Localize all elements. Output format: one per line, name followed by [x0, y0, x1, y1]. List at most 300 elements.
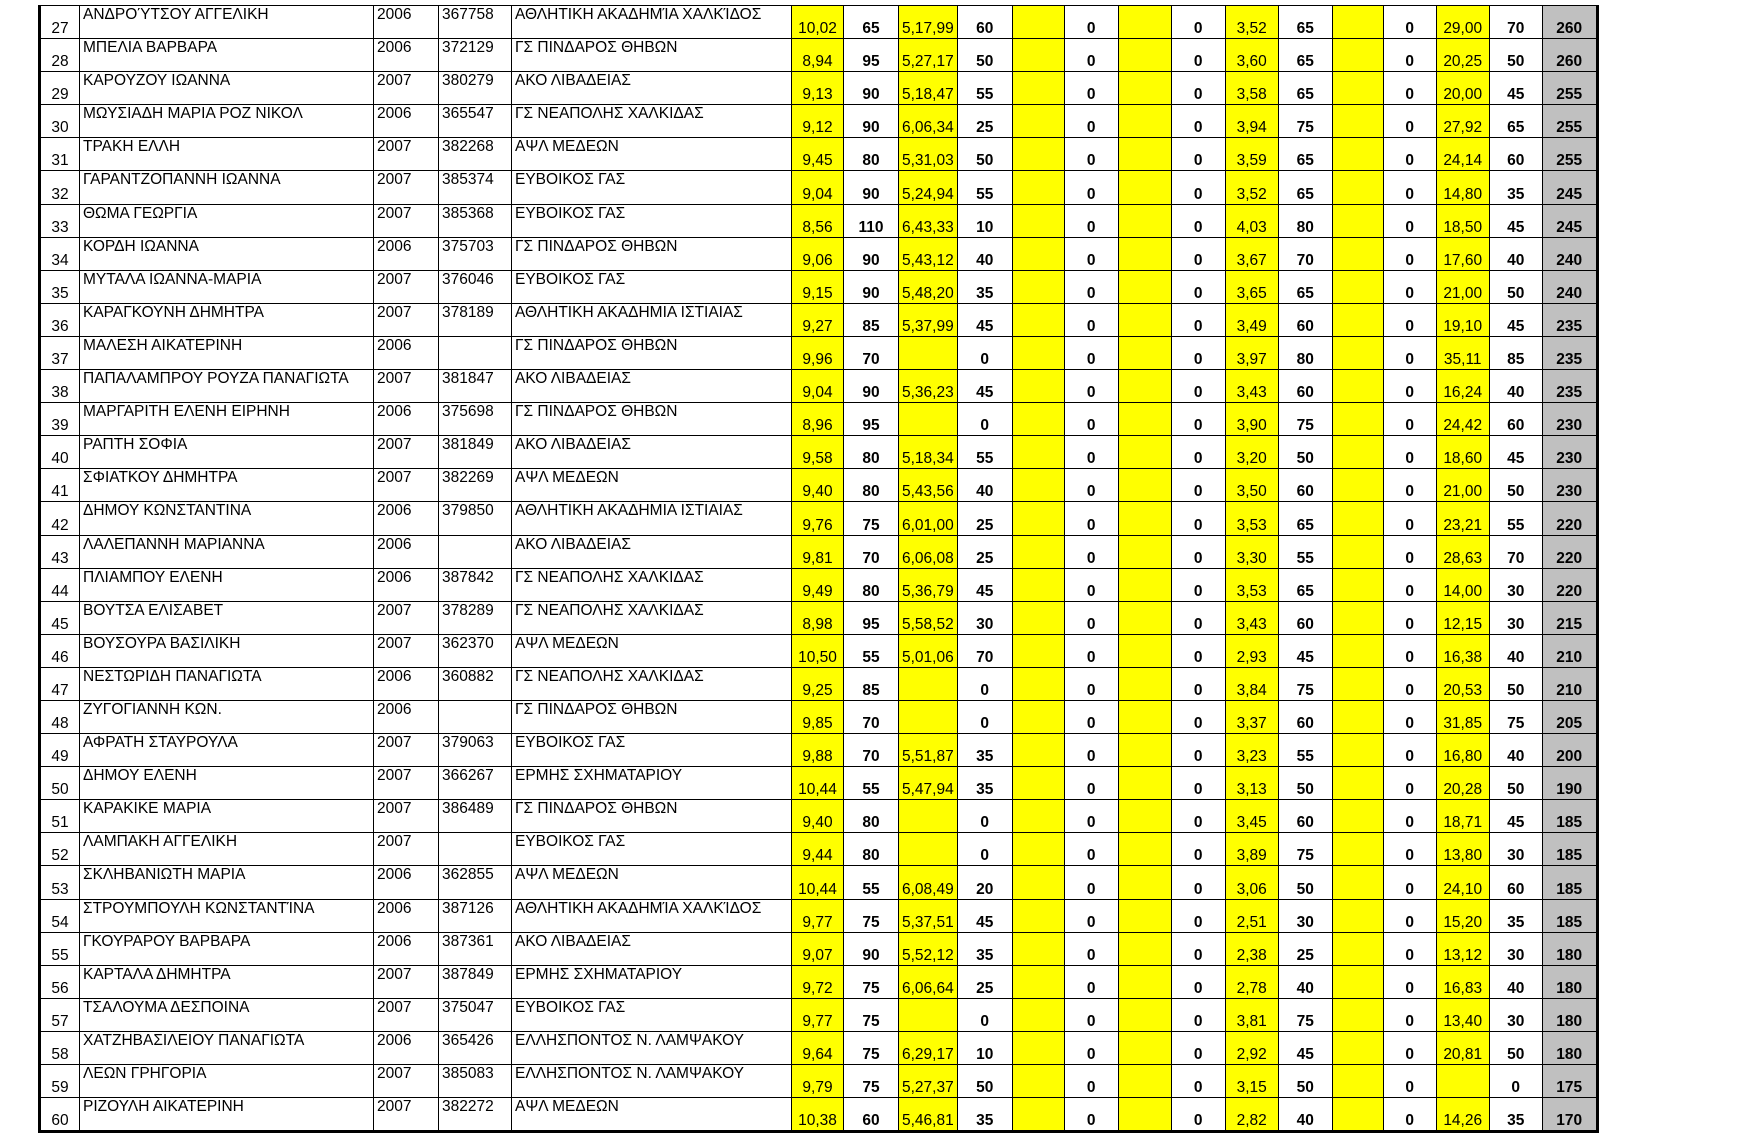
license-number-cell: 366267 [439, 767, 512, 800]
club-name-cell: ΑΨΛ ΜΕΔΕΩΝ [512, 634, 792, 667]
birth-year-cell: 2006 [374, 568, 439, 601]
table-row [40, 535, 1598, 568]
event7-points-cell: 35 [1489, 1098, 1542, 1132]
event1-points-cell: 95 [844, 403, 899, 436]
event6-mark-cell [1332, 270, 1383, 303]
license-number-cell: 360882 [439, 667, 512, 700]
event5-points-cell: 80 [1278, 336, 1332, 369]
event7-points-cell: 45 [1489, 72, 1542, 105]
position-cell: 49 [40, 734, 80, 767]
event3-mark-cell [1012, 667, 1064, 700]
birth-year-cell: 2007 [374, 833, 439, 866]
birth-year-cell: 2007 [374, 965, 439, 998]
total-points-cell: 260 [1542, 6, 1597, 39]
total-points-cell: 180 [1542, 998, 1597, 1031]
club-name-cell: ΕΛΛΗΣΠΟΝΤΟΣ Ν. ΛΑΜΨΑΚΟΥ [512, 1065, 792, 1098]
event5-mark-cell: 3,37 [1225, 700, 1278, 733]
event6-mark-cell [1332, 138, 1383, 171]
event3-mark-cell [1012, 866, 1064, 899]
event1-mark-cell: 9,25 [792, 667, 844, 700]
club-name-cell: ΑΚΟ ΛΙΒΑΔΕΙΑΣ [512, 535, 792, 568]
event1-points-cell: 85 [844, 303, 899, 336]
event7-mark-cell: 16,24 [1436, 370, 1489, 403]
club-name-cell: ΓΣ ΠΙΝΔΑΡΟΣ ΘΗΒΩΝ [512, 237, 792, 270]
table-row [40, 370, 1598, 403]
birth-year-cell: 2006 [374, 932, 439, 965]
event7-points-cell: 50 [1489, 469, 1542, 502]
event7-points-cell: 45 [1489, 800, 1542, 833]
event6-points-cell: 0 [1383, 370, 1436, 403]
event6-mark-cell [1332, 932, 1383, 965]
event1-points-cell: 70 [844, 734, 899, 767]
event2-points-cell: 45 [957, 303, 1012, 336]
table-row [40, 932, 1598, 965]
event6-points-cell: 0 [1383, 700, 1436, 733]
event2-mark-cell [899, 800, 958, 833]
event7-mark-cell: 28,63 [1436, 535, 1489, 568]
event4-mark-cell [1118, 535, 1171, 568]
event6-mark-cell [1332, 370, 1383, 403]
event2-points-cell: 60 [957, 6, 1012, 39]
event3-points-cell: 0 [1064, 436, 1118, 469]
event6-points-cell: 0 [1383, 767, 1436, 800]
event3-points-cell: 0 [1064, 105, 1118, 138]
event1-mark-cell: 9,58 [792, 436, 844, 469]
athlete-name-cell: ΛΑΜΠΑΚΗ ΑΓΓΕΛΙΚΗ [80, 833, 374, 866]
event1-mark-cell: 8,56 [792, 204, 844, 237]
event5-points-cell: 45 [1278, 634, 1332, 667]
event1-mark-cell: 9,49 [792, 568, 844, 601]
event6-mark-cell [1332, 105, 1383, 138]
table-row [40, 502, 1598, 535]
position-cell: 37 [40, 336, 80, 369]
event6-points-cell: 0 [1383, 866, 1436, 899]
athlete-name-cell: ΔΗΜΟΥ ΚΩΝΣΤΑΝΤΙΝΑ [80, 502, 374, 535]
license-number-cell: 387849 [439, 965, 512, 998]
license-number-cell: 362370 [439, 634, 512, 667]
event7-points-cell: 50 [1489, 767, 1542, 800]
event6-mark-cell [1332, 601, 1383, 634]
birth-year-cell: 2007 [374, 138, 439, 171]
event7-mark-cell: 16,38 [1436, 634, 1489, 667]
event5-mark-cell: 3,59 [1225, 138, 1278, 171]
event7-mark-cell: 12,15 [1436, 601, 1489, 634]
club-name-cell: ΓΣ ΝΕΑΠΟΛΗΣ ΧΑΛΚΙΔΑΣ [512, 667, 792, 700]
event2-points-cell: 40 [957, 237, 1012, 270]
athlete-name-cell: ΔΗΜΟΥ ΕΛΕΝΗ [80, 767, 374, 800]
event3-points-cell: 0 [1064, 634, 1118, 667]
event3-points-cell: 0 [1064, 270, 1118, 303]
event4-mark-cell [1118, 700, 1171, 733]
event2-mark-cell: 6,06,08 [899, 535, 958, 568]
event4-points-cell: 0 [1171, 1098, 1225, 1132]
license-number-cell: 375703 [439, 237, 512, 270]
position-cell: 46 [40, 634, 80, 667]
event5-mark-cell: 3,97 [1225, 336, 1278, 369]
club-name-cell: ΓΣ ΠΙΝΔΑΡΟΣ ΘΗΒΩΝ [512, 39, 792, 72]
event2-points-cell: 0 [957, 700, 1012, 733]
birth-year-cell: 2006 [374, 6, 439, 39]
event3-mark-cell [1012, 800, 1064, 833]
athlete-name-cell: ΡΙΖΟΥΛΗ ΑΙΚΑΤΕΡΙΝΗ [80, 1098, 374, 1132]
event3-points-cell: 0 [1064, 767, 1118, 800]
athlete-name-cell: ΠΛΙΑΜΠΟΥ ΕΛΕΝΗ [80, 568, 374, 601]
license-number-cell: 385374 [439, 171, 512, 204]
event5-mark-cell: 3,52 [1225, 6, 1278, 39]
club-name-cell: ΑΘΛΗΤΙΚΗ ΑΚΑΔΗΜΊΑ ΧΑΛΚΊΔΟΣ [512, 6, 792, 39]
event5-points-cell: 70 [1278, 237, 1332, 270]
event6-points-cell: 0 [1383, 270, 1436, 303]
event5-points-cell: 75 [1278, 833, 1332, 866]
position-cell: 34 [40, 237, 80, 270]
event6-mark-cell [1332, 965, 1383, 998]
event4-points-cell: 0 [1171, 105, 1225, 138]
event7-points-cell: 40 [1489, 370, 1542, 403]
event1-mark-cell: 9,45 [792, 138, 844, 171]
table-row [40, 899, 1598, 932]
event4-points-cell: 0 [1171, 6, 1225, 39]
event3-mark-cell [1012, 72, 1064, 105]
event5-points-cell: 75 [1278, 105, 1332, 138]
table-row [40, 436, 1598, 469]
total-points-cell: 230 [1542, 436, 1597, 469]
license-number-cell [439, 700, 512, 733]
license-number-cell [439, 535, 512, 568]
table-row [40, 270, 1598, 303]
event4-mark-cell [1118, 899, 1171, 932]
table-row [40, 303, 1598, 336]
position-cell: 39 [40, 403, 80, 436]
event7-points-cell: 40 [1489, 634, 1542, 667]
event6-mark-cell [1332, 899, 1383, 932]
event6-points-cell: 0 [1383, 138, 1436, 171]
license-number-cell: 379063 [439, 734, 512, 767]
event1-points-cell: 80 [844, 138, 899, 171]
birth-year-cell: 2007 [374, 734, 439, 767]
event4-mark-cell [1118, 1065, 1171, 1098]
club-name-cell: ΑΨΛ ΜΕΔΕΩΝ [512, 138, 792, 171]
event5-mark-cell: 2,78 [1225, 965, 1278, 998]
athlete-name-cell: ΖΥΓΟΓΙΑΝΝΗ ΚΩΝ. [80, 700, 374, 733]
license-number-cell [439, 833, 512, 866]
club-name-cell: ΓΣ ΠΙΝΔΑΡΟΣ ΘΗΒΩΝ [512, 336, 792, 369]
event1-points-cell: 80 [844, 800, 899, 833]
event7-mark-cell: 16,80 [1436, 734, 1489, 767]
athlete-name-cell: ΜΥΤΑΛΑ ΙΩΑΝΝΑ-ΜΑΡΙΑ [80, 270, 374, 303]
license-number-cell: 386489 [439, 800, 512, 833]
event1-points-cell: 95 [844, 39, 899, 72]
birth-year-cell: 2006 [374, 502, 439, 535]
event7-mark-cell: 18,50 [1436, 204, 1489, 237]
event3-mark-cell [1012, 601, 1064, 634]
total-points-cell: 260 [1542, 39, 1597, 72]
club-name-cell: ΓΣ ΠΙΝΔΑΡΟΣ ΘΗΒΩΝ [512, 700, 792, 733]
total-points-cell: 205 [1542, 700, 1597, 733]
event3-points-cell: 0 [1064, 336, 1118, 369]
event3-mark-cell [1012, 734, 1064, 767]
position-cell: 28 [40, 39, 80, 72]
event5-points-cell: 75 [1278, 667, 1332, 700]
event7-points-cell: 35 [1489, 899, 1542, 932]
event2-mark-cell: 5,31,03 [899, 138, 958, 171]
club-name-cell: ΑΨΛ ΜΕΔΕΩΝ [512, 1098, 792, 1132]
event5-points-cell: 40 [1278, 965, 1332, 998]
event5-mark-cell: 2,38 [1225, 932, 1278, 965]
event7-points-cell: 45 [1489, 204, 1542, 237]
event7-points-cell: 65 [1489, 105, 1542, 138]
club-name-cell: ΕΥΒΟΙΚΟΣ ΓΑΣ [512, 204, 792, 237]
total-points-cell: 235 [1542, 336, 1597, 369]
event7-mark-cell: 21,00 [1436, 270, 1489, 303]
event6-points-cell: 0 [1383, 667, 1436, 700]
event1-mark-cell: 9,15 [792, 270, 844, 303]
event6-points-cell: 0 [1383, 899, 1436, 932]
event4-points-cell: 0 [1171, 734, 1225, 767]
event2-points-cell: 0 [957, 833, 1012, 866]
birth-year-cell: 2007 [374, 370, 439, 403]
event4-mark-cell [1118, 734, 1171, 767]
event4-mark-cell [1118, 800, 1171, 833]
event2-points-cell: 35 [957, 932, 1012, 965]
event2-mark-cell: 6,06,34 [899, 105, 958, 138]
event1-mark-cell: 9,88 [792, 734, 844, 767]
club-name-cell: ΑΚΟ ΛΙΒΑΔΕΙΑΣ [512, 436, 792, 469]
event4-points-cell: 0 [1171, 601, 1225, 634]
table-row [40, 568, 1598, 601]
event7-mark-cell: 35,11 [1436, 336, 1489, 369]
event1-points-cell: 75 [844, 1065, 899, 1098]
license-number-cell: 385368 [439, 204, 512, 237]
event7-mark-cell: 16,83 [1436, 965, 1489, 998]
event4-mark-cell [1118, 667, 1171, 700]
license-number-cell: 367758 [439, 6, 512, 39]
event6-points-cell: 0 [1383, 965, 1436, 998]
event4-mark-cell [1118, 138, 1171, 171]
club-name-cell: ΑΘΛΗΤΙΚΗ ΑΚΑΔΗΜΊΑ ΧΑΛΚΊΔΟΣ [512, 899, 792, 932]
license-number-cell: 379850 [439, 502, 512, 535]
table-row [40, 171, 1598, 204]
event1-mark-cell: 9,13 [792, 72, 844, 105]
event5-mark-cell: 3,53 [1225, 502, 1278, 535]
event7-mark-cell: 14,00 [1436, 568, 1489, 601]
event1-points-cell: 55 [844, 634, 899, 667]
event3-mark-cell [1012, 1031, 1064, 1064]
event5-points-cell: 50 [1278, 436, 1332, 469]
event6-mark-cell [1332, 568, 1383, 601]
total-points-cell: 190 [1542, 767, 1597, 800]
table-row [40, 634, 1598, 667]
license-number-cell: 365426 [439, 1031, 512, 1064]
club-name-cell: ΓΣ ΝΕΑΠΟΛΗΣ ΧΑΛΚΙΔΑΣ [512, 568, 792, 601]
event1-mark-cell: 9,96 [792, 336, 844, 369]
event4-points-cell: 0 [1171, 899, 1225, 932]
total-points-cell: 170 [1542, 1098, 1597, 1132]
event1-points-cell: 80 [844, 568, 899, 601]
event3-points-cell: 0 [1064, 667, 1118, 700]
event6-mark-cell [1332, 237, 1383, 270]
event5-points-cell: 60 [1278, 700, 1332, 733]
event1-points-cell: 80 [844, 469, 899, 502]
athlete-name-cell: ΓΑΡΑΝΤΖΟΠΑΝΝΗ ΙΩΑΝΝΑ [80, 171, 374, 204]
athlete-name-cell: ΛΕΩΝ ΓΡΗΓΟΡΙΑ [80, 1065, 374, 1098]
event2-mark-cell: 5,37,51 [899, 899, 958, 932]
event3-mark-cell [1012, 403, 1064, 436]
license-number-cell: 381849 [439, 436, 512, 469]
event2-points-cell: 70 [957, 634, 1012, 667]
event2-mark-cell: 5,43,56 [899, 469, 958, 502]
table-row [40, 237, 1598, 270]
event4-mark-cell [1118, 370, 1171, 403]
event4-mark-cell [1118, 502, 1171, 535]
event5-points-cell: 50 [1278, 767, 1332, 800]
position-cell: 43 [40, 535, 80, 568]
club-name-cell: ΑΚΟ ΛΙΒΑΔΕΙΑΣ [512, 72, 792, 105]
athlete-name-cell: ΤΡΑΚΗ ΕΛΛΗ [80, 138, 374, 171]
event1-points-cell: 90 [844, 932, 899, 965]
position-cell: 58 [40, 1031, 80, 1064]
event3-points-cell: 0 [1064, 39, 1118, 72]
event2-mark-cell: 5,27,17 [899, 39, 958, 72]
athlete-name-cell: ΠΑΠΑΛΑΜΠΡΟΥ ΡΟΥΖΑ ΠΑΝΑΓΙΩΤΑ [80, 370, 374, 403]
event2-mark-cell: 5,17,99 [899, 6, 958, 39]
event4-mark-cell [1118, 303, 1171, 336]
birth-year-cell: 2007 [374, 800, 439, 833]
event7-points-cell: 40 [1489, 965, 1542, 998]
event3-points-cell: 0 [1064, 866, 1118, 899]
event3-mark-cell [1012, 833, 1064, 866]
event6-mark-cell [1332, 700, 1383, 733]
event6-mark-cell [1332, 171, 1383, 204]
position-cell: 55 [40, 932, 80, 965]
license-number-cell: 382269 [439, 469, 512, 502]
event2-mark-cell [899, 998, 958, 1031]
event1-mark-cell: 10,38 [792, 1098, 844, 1132]
event5-points-cell: 65 [1278, 568, 1332, 601]
event7-points-cell: 30 [1489, 932, 1542, 965]
event7-mark-cell: 15,20 [1436, 899, 1489, 932]
event2-points-cell: 35 [957, 734, 1012, 767]
event2-mark-cell: 6,08,49 [899, 866, 958, 899]
total-points-cell: 235 [1542, 370, 1597, 403]
athlete-name-cell: ΑΦΡΑΤΗ ΣΤΑΥΡΟΥΛΑ [80, 734, 374, 767]
event6-mark-cell [1332, 336, 1383, 369]
event3-mark-cell [1012, 1098, 1064, 1132]
event6-mark-cell [1332, 634, 1383, 667]
club-name-cell: ΓΣ ΠΙΝΔΑΡΟΣ ΘΗΒΩΝ [512, 403, 792, 436]
event2-mark-cell: 6,06,64 [899, 965, 958, 998]
event7-points-cell: 60 [1489, 403, 1542, 436]
event2-points-cell: 25 [957, 965, 1012, 998]
event1-points-cell: 80 [844, 833, 899, 866]
event6-points-cell: 0 [1383, 303, 1436, 336]
event2-mark-cell: 6,01,00 [899, 502, 958, 535]
event2-mark-cell [899, 833, 958, 866]
event6-mark-cell [1332, 833, 1383, 866]
birth-year-cell: 2007 [374, 171, 439, 204]
event4-mark-cell [1118, 171, 1171, 204]
event5-points-cell: 65 [1278, 502, 1332, 535]
event2-mark-cell: 5,51,87 [899, 734, 958, 767]
event1-points-cell: 65 [844, 6, 899, 39]
event3-mark-cell [1012, 932, 1064, 965]
event5-points-cell: 40 [1278, 1098, 1332, 1132]
event4-mark-cell [1118, 39, 1171, 72]
event2-points-cell: 45 [957, 370, 1012, 403]
event5-points-cell: 60 [1278, 370, 1332, 403]
event5-mark-cell: 3,43 [1225, 601, 1278, 634]
event1-mark-cell: 9,12 [792, 105, 844, 138]
birth-year-cell: 2007 [374, 1065, 439, 1098]
event4-mark-cell [1118, 833, 1171, 866]
event2-points-cell: 25 [957, 105, 1012, 138]
event2-mark-cell: 5,43,12 [899, 237, 958, 270]
event2-mark-cell: 5,18,47 [899, 72, 958, 105]
event4-points-cell: 0 [1171, 767, 1225, 800]
athlete-name-cell: ΚΑΡΟΥΖΟΥ ΙΩΑΝΝΑ [80, 72, 374, 105]
event6-mark-cell [1332, 39, 1383, 72]
license-number-cell: 387126 [439, 899, 512, 932]
event3-points-cell: 0 [1064, 204, 1118, 237]
athlete-name-cell: ΚΑΡΑΚΙΚΕ ΜΑΡΙΑ [80, 800, 374, 833]
event6-points-cell: 0 [1383, 436, 1436, 469]
birth-year-cell: 2007 [374, 469, 439, 502]
event6-points-cell: 0 [1383, 568, 1436, 601]
event3-mark-cell [1012, 535, 1064, 568]
event6-mark-cell [1332, 1065, 1383, 1098]
event1-mark-cell: 10,44 [792, 767, 844, 800]
event7-mark-cell: 14,26 [1436, 1098, 1489, 1132]
position-cell: 41 [40, 469, 80, 502]
table-row [40, 833, 1598, 866]
event1-points-cell: 90 [844, 72, 899, 105]
athlete-name-cell: ΣΤΡΟΥΜΠΟΥΛΗ ΚΩΝΣΤΑΝΤΊΝΑ [80, 899, 374, 932]
athlete-name-cell: ΓΚΟΥΡΑΡΟΥ ΒΑΡΒΑΡΑ [80, 932, 374, 965]
event1-mark-cell: 9,04 [792, 171, 844, 204]
club-name-cell: ΓΣ ΝΕΑΠΟΛΗΣ ΧΑΛΚΙΔΑΣ [512, 105, 792, 138]
event4-mark-cell [1118, 72, 1171, 105]
event2-mark-cell: 5,24,94 [899, 171, 958, 204]
position-cell: 27 [40, 6, 80, 39]
event7-points-cell: 0 [1489, 1065, 1542, 1098]
event2-points-cell: 50 [957, 39, 1012, 72]
event2-points-cell: 25 [957, 535, 1012, 568]
table-row [40, 700, 1598, 733]
event6-mark-cell [1332, 667, 1383, 700]
event3-mark-cell [1012, 336, 1064, 369]
birth-year-cell: 2006 [374, 1031, 439, 1064]
birth-year-cell: 2006 [374, 336, 439, 369]
event2-mark-cell [899, 667, 958, 700]
position-cell: 36 [40, 303, 80, 336]
event7-points-cell: 35 [1489, 171, 1542, 204]
table-row [40, 866, 1598, 899]
event2-mark-cell: 5,36,23 [899, 370, 958, 403]
event7-mark-cell: 20,81 [1436, 1031, 1489, 1064]
event3-points-cell: 0 [1064, 469, 1118, 502]
event5-mark-cell: 3,58 [1225, 72, 1278, 105]
event3-mark-cell [1012, 436, 1064, 469]
athlete-name-cell: ΡΑΠΤΗ ΣΟΦΙΑ [80, 436, 374, 469]
event6-points-cell: 0 [1383, 502, 1436, 535]
event7-points-cell: 30 [1489, 833, 1542, 866]
total-points-cell: 185 [1542, 833, 1597, 866]
event6-points-cell: 0 [1383, 237, 1436, 270]
event5-mark-cell: 3,67 [1225, 237, 1278, 270]
event7-mark-cell: 17,60 [1436, 237, 1489, 270]
event4-mark-cell [1118, 634, 1171, 667]
birth-year-cell: 2006 [374, 105, 439, 138]
event5-mark-cell: 2,51 [1225, 899, 1278, 932]
